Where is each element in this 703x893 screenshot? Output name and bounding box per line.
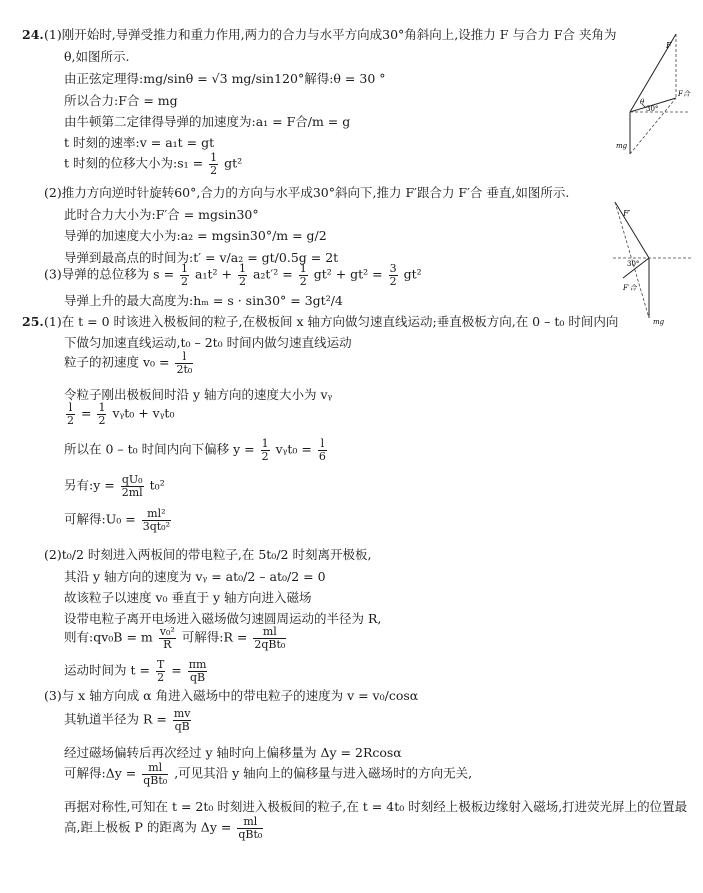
q25-p3-intro: (3)与 x 轴方向成 α 角进入磁场中的带电粒子的速度为 v = v₀/cosα [44, 688, 419, 703]
q25-number: 25. [22, 314, 44, 329]
q25-p2-line1: 其沿 y 轴方向的速度为 vᵧ = at₀/2 – at₀/2 = 0 [64, 569, 326, 584]
q24-p2-line3: 导弹到最高点的时间为:t′ = v/a₂ = gt/0.5g = 2t [64, 250, 339, 265]
q25-p1-line4: 所以在 0 – t₀ 时间内向下偏移 y = $\frac{1}{2}$ vᵧt₀ = $\frac{l}{6}$ [64, 437, 326, 463]
label-F: F [666, 41, 672, 50]
label-Fh: F′合 [623, 284, 637, 292]
q25-p3-line4: 再据对称性,可知在 t = 2t₀ 时刻进入极板间的粒子,在 t = 4t₀ 时刻经上极板边缘射入磁场,打进荧光屏上的位置最 [64, 799, 688, 814]
q25-p1-line6: 可解得:U₀ = $\frac{\text{ml²}}{\text{3qt₀²}}$ [64, 507, 170, 533]
fraction: $\frac{1}{2}$ [299, 262, 307, 288]
q25-p2-line2: 故该粒子以速度 v₀ 垂直于 y 轴方向进入磁场 [64, 590, 312, 605]
q25-p2-intro: (2)t₀/2 时刻进入两板间的带电粒子,在 5t₀/2 时刻离开极板, [44, 547, 372, 562]
q25-p3-line2: 经过磁场偏转后再次经过 y 轴时向上偏移量为 Δy = 2Rcosα [64, 745, 402, 760]
fraction: $\frac{\text{qU₀}}{2ml}$ [121, 473, 143, 499]
label-F: F′ [623, 209, 631, 218]
q25-p1-line5: 另有:y = $\frac{\text{qU₀}}{2ml}$ t₀² [64, 473, 165, 499]
q25-p2-line5: 运动时间为 t = $\frac{T}{2}$ = $\frac{\pi m}{qB}$ [64, 658, 207, 684]
fraction: $\frac{1}{2}$ [98, 401, 106, 427]
fraction: $\frac{l}{\text{2t₀}}$ [176, 350, 193, 376]
fraction: $\frac{3}{2}$ [389, 262, 397, 288]
q24-p3-line2: 导弹上升的最大高度为:hₘ = s · sin30° = 3gt²/4 [64, 293, 343, 308]
q24-p2-line1: 此时合力大小为:F′合 = mgsin30° [64, 207, 259, 222]
q25-p1-intro2: 下做匀加速直线运动,t₀ – 2t₀ 时间内做匀速直线运动 [64, 335, 352, 350]
label-mg: mg [616, 142, 628, 150]
force-diagram-1 [606, 30, 698, 160]
label-theta: θ [640, 98, 645, 106]
fraction: $\frac{1}{2}$ [210, 151, 218, 177]
q25-p2-line3: 设带电粒子离开电场进入磁场做匀速圆周运动的半径为 R, [64, 611, 382, 626]
q24-number: 24. [22, 27, 44, 42]
q24-p1-line4: t 时刻的速率:v = a₁t = gt [64, 135, 215, 150]
fraction: $\frac{1}{2}$ [261, 437, 269, 463]
fraction: $\frac{ml}{\text{qBt₀}}$ [238, 815, 263, 841]
label-angle: 30° [646, 105, 659, 113]
fraction: $\frac{ml}{\text{2qBt₀}}$ [254, 625, 286, 651]
force-diagram-2 [605, 200, 697, 330]
fraction: $\frac{l}{2}$ [67, 401, 74, 427]
fraction: $\frac{\text{v₀²}}{R}$ [159, 625, 175, 651]
q25-p1-line3: $\frac{l}{2}$ = $\frac{1}{2}$ vᵧt₀ + vᵧt₀ [67, 401, 175, 427]
fraction: $\frac{1}{2}$ [238, 262, 246, 288]
label-angle: 30° [627, 260, 640, 268]
label-Fh: F合 [678, 90, 690, 98]
q25-p1-line1: 粒子的初速度 v₀ = $\frac{l}{\text{2t₀}}$ [64, 350, 193, 376]
q25-p3-line3: 可解得:Δy = $\frac{ml}{\text{qBt₀}}$ ,可见其沿 y 轴向上的偏移量与进入磁场时的方向无关, [64, 761, 473, 787]
fraction: $\frac{T}{2}$ [156, 658, 165, 684]
fraction: $\frac{1}{2}$ [181, 262, 189, 288]
q24-p2-line2: 导弹的加速度大小为:a₂ = mgsin30°/m = g/2 [64, 228, 327, 243]
thrust-vector [615, 202, 649, 258]
q25-p1-line2: 令粒子刚出极板间时沿 y 轴方向的速度大小为 vᵧ [64, 387, 333, 402]
q24-p1-intro2: θ,如图所示. [64, 49, 130, 64]
fraction: $\frac{mv}{qB}$ [173, 707, 191, 733]
fraction: $\frac{ml}{\text{qBt₀}}$ [143, 761, 168, 787]
q25-p2-line4: 则有:qv₀B = m $\frac{\text{v₀²}}{R}$ 可解得:R = $\frac{ml}{\text{2qBt₀}}$ [64, 625, 286, 651]
q25-p1-intro: (1)在 t = 0 时该进入极板间的粒子,在极板间 x 轴方向做匀速直线运动;垂直极板方向,在 0 – t₀ 时间内向 [44, 314, 619, 329]
q24-p1-intro: (1)刚开始时,导弹受推力和重力作用,两力的合力与水平方向成30°角斜向上,设推力 F 与合力 F合 夹角为 [44, 27, 617, 42]
label-mg: mg [653, 318, 665, 326]
q24-p1-line3: 由牛顿第二定律得导弹的加速度为:a₁ = F合/m = g [64, 114, 351, 129]
fraction: $\frac{l}{6}$ [318, 437, 326, 463]
q24-p1-line5: t 时刻的位移大小为:s₁ = $\frac{1}{2}$ gt² [64, 151, 243, 177]
q24-p3-line1: (3)导弹的总位移为 s = $\frac{1}{2}$ a₁t² + $\frac{1}{2}$ a₂t′² = $\frac{1}{2}$ gt² + gt² = $\frac{3}{2}$ gt² [44, 262, 422, 288]
fraction: $\frac{\pi m}{qB}$ [188, 658, 207, 684]
q24-p1-line2: 所以合力:F合 = mg [64, 93, 178, 108]
q24-p1-line1: 由正弦定理得:mg/sinθ = √3 mg/sin120°解得:θ = 30 ° [64, 71, 386, 86]
fraction: $\frac{\text{ml²}}{\text{3qt₀²}}$ [142, 507, 170, 533]
q25-p3-line5: 高,距上极板 P 的距离为 Δy = $\frac{ml}{\text{qBt₀}}$ [64, 815, 263, 841]
q24-p2-intro: (2)推力方向逆时针旋转60°,合力的方向与水平成30°斜向下,推力 F′跟合力 F′合 垂直,如图所示. [44, 185, 570, 200]
q25-p3-line1: 其轨道半径为 R = $\frac{mv}{qB}$ [64, 707, 191, 733]
